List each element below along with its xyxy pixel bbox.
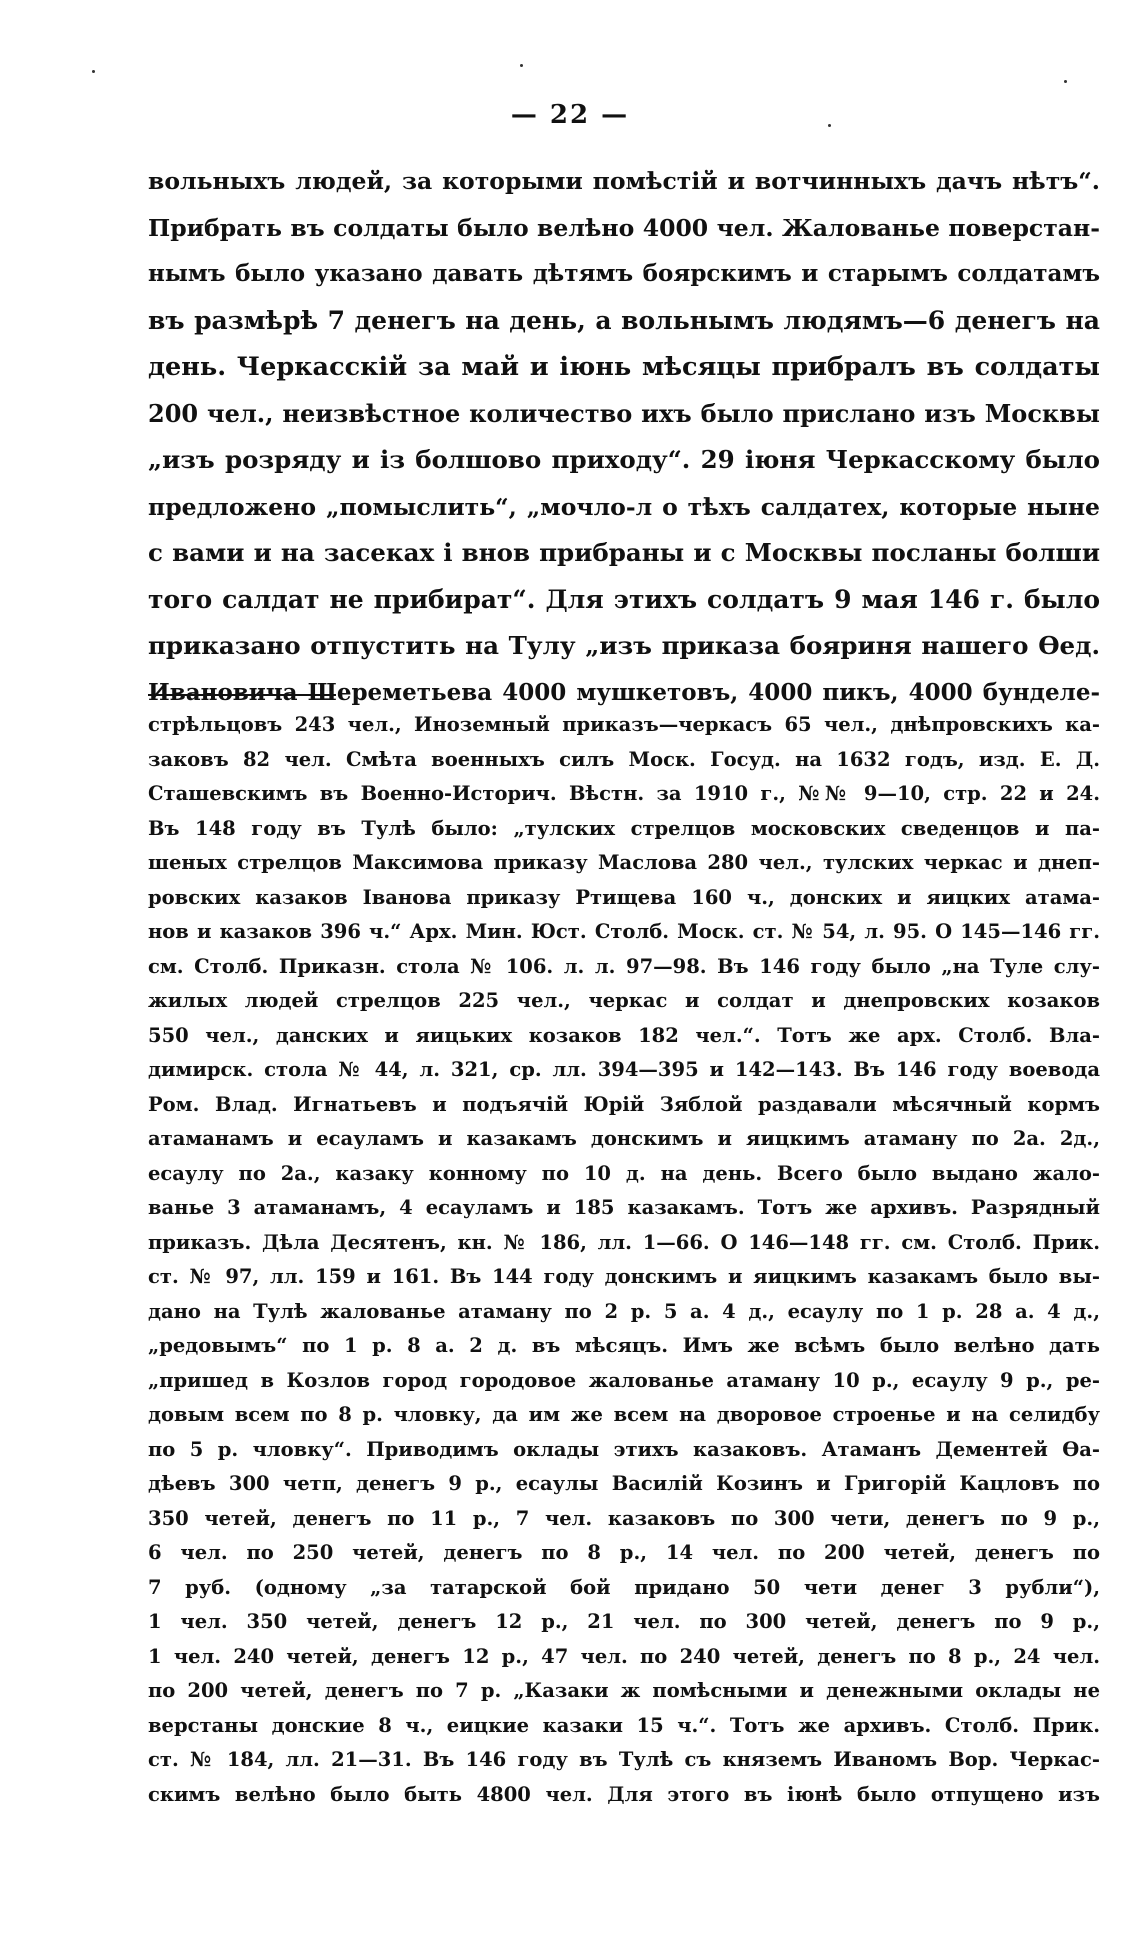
footnote-line: ровских казаков Іванова приказу Ртищева 160 ч., донских и яицких атама- [148, 885, 1100, 909]
footnote-line: атаманамъ и есауламъ и казакамъ донскимъ и яицкимъ атаману по 2а. 2д., [148, 1127, 1100, 1150]
footnote-line: шеных стрелцов Максимова приказу Маслова 280 чел., тулских черкас и днеп- [148, 851, 1100, 874]
main-text-line: с вами и на засеках і внов прибраны и с Москвы посланы болши [148, 538, 1100, 567]
footnote-line: Ром. Влад. Игнатьевъ и подъячій Юрій Зяблой раздавали мѣсячный кормъ [148, 1092, 1100, 1116]
footnote-line: по 200 четей, денегъ по 7 р. „Казаки ж помѣсными и денежными оклады не [148, 1679, 1100, 1702]
footnote-line: димирск. стола № 44, л. 321, ср. лл. 394—395 и 142—143. Въ 146 году воевода [148, 1058, 1100, 1081]
footnote-line: по 5 р. чловку“. Приводимъ оклады этихъ казаковъ. Атаманъ Дементей Ѳа- [148, 1437, 1100, 1461]
footnote-line: ст. № 184, лл. 21—31. Въ 146 году въ Тулѣ съ княземъ Иваномъ Вор. Черкас- [148, 1748, 1100, 1771]
footnote-line: дѣевъ 300 четп, денегъ 9 р., есаулы Василій Козинъ и Григорій Кацловъ по [148, 1472, 1100, 1495]
footnote-line: 7 руб. (одному „за татарской бой придано 50 чети денег 3 рубли“), [148, 1575, 1100, 1599]
scan-speck [520, 64, 523, 67]
footnote-line: дано на Тулѣ жалованье атаману по 2 р. 5 а. 4 д., есаулу по 1 р. 28 а. 4 д., [148, 1299, 1100, 1323]
main-text-line: Ивановича Шереметьева 4000 мушкетовъ, 4000 пикъ, 4000 бунделе- [148, 678, 1100, 706]
footnote-line: довым всем по 8 р. чловку, да им же всем на дворовое строенье и на селидбу [148, 1403, 1100, 1426]
footnote-line: ст. № 97, лл. 159 и 161. Въ 144 году донскимъ и яицкимъ казакамъ было вы- [148, 1265, 1100, 1288]
footnote-line: „редовымъ“ по 1 р. 8 а. 2 д. въ мѣсяцъ. Имъ же всѣмъ было велѣно дать [148, 1334, 1100, 1357]
footnote-line: нов и казаков 396 ч.“ Арх. Мин. Юст. Столб. Моск. ст. № 54, л. 95. О 145—146 гг. [148, 920, 1100, 943]
main-text-line: вольныхъ людей, за которыми помѣстій и вотчинныхъ дачъ нѣтъ“. [148, 167, 1100, 195]
footnote-line: 6 чел. по 250 четей, денегъ по 8 р., 14 чел. по 200 четей, денегъ по [148, 1541, 1100, 1564]
footnote-line: 1 чел. 350 четей, денегъ 12 р., 21 чел. по 300 четей, денегъ по 9 р., [148, 1610, 1100, 1633]
footnote-line: „пришед в Козлов город городовое жалованье атаману 10 р., есаулу 9 р., ре- [148, 1368, 1100, 1392]
footnote-line: приказъ. Дѣла Десятенъ, кн. № 186, лл. 1—66. О 146—148 гг. см. Столб. Прик. [148, 1230, 1100, 1254]
main-text-line: того салдат не прибират“. Для этихъ солдатъ 9 мая 146 г. было [148, 584, 1100, 614]
footnote-line: ванье 3 атаманамъ, 4 есауламъ и 185 казакамъ. Тотъ же архивъ. Разрядный [148, 1196, 1100, 1219]
footnote-line: см. Столб. Приказн. стола № 106. л. л. 97—98. Въ 146 году было „на Туле слу- [148, 954, 1100, 978]
footnote-line: скимъ велѣно было быть 4800 чел. Для этого въ іюнѣ было отпущено изъ [148, 1782, 1100, 1806]
footnote-line: есаулу по 2а., казаку конному по 10 д. на день. Всего было выдано жало- [148, 1161, 1100, 1185]
main-text-line: день. Черкасскій за май и іюнь мѣсяцы прибралъ въ солдаты [148, 352, 1100, 382]
main-text-line: „изъ розряду и із болшово приходу“. 29 іюня Черкасскому было [148, 445, 1100, 474]
main-text-line: въ размѣрѣ 7 денегъ на день, а вольнымъ людямъ—6 денегъ на [148, 305, 1100, 335]
main-text-line: предложено „помыслить“, „мочло-л о тѣхъ салдатех, которые ныне [148, 492, 1100, 521]
main-text-line: Прибрать въ солдаты было велѣно 4000 чел. Жалованье поверстан- [148, 213, 1100, 242]
main-text [148, 158, 1100, 716]
footnote-line: заковъ 82 чел. Смѣта военныхъ силъ Моск. Госуд. на 1632 годъ, изд. Е. Д. [148, 747, 1100, 771]
main-text-line: нымъ было указано давать дѣтямъ боярскимъ и старымъ солдатамъ [148, 260, 1100, 287]
footnote-separator [148, 694, 336, 696]
footnote-line: жилых людей стрелцов 225 чел., черкас и солдат и днепровских козаков [148, 989, 1100, 1012]
scan-speck [1064, 80, 1067, 83]
footnote-line: Въ 148 году въ Тулѣ было: „тулских стрелцов московских сведенцов и па- [148, 816, 1100, 840]
footnotes [148, 708, 1100, 1812]
footnote-line: верстаны донские 8 ч., еицкие казаки 15 ч.“. Тотъ же архивъ. Столб. Прик. [148, 1713, 1100, 1737]
page-number: — 22 — [510, 100, 630, 130]
main-text-line: 200 чел., неизвѣстное количество ихъ было прислано изъ Москвы [148, 398, 1100, 428]
footnote-line: 550 чел., данских и яицьких козаков 182 чел.“. Тотъ же арх. Столб. Вла- [148, 1023, 1100, 1047]
scan-speck [92, 70, 95, 73]
footnote-line: стрѣльцовъ 243 чел., Иноземный приказъ—черкасъ 65 чел., днѣпровскихъ ка- [148, 713, 1100, 736]
footnote-line: 350 четей, денегъ по 11 р., 7 чел. казаковъ по 300 чети, денегъ по 9 р., [148, 1506, 1100, 1530]
main-text-line: приказано отпустить на Тулу „изъ приказа бояриня нашего Ѳед. [148, 631, 1100, 660]
footnote-line: 1 чел. 240 четей, денегъ 12 р., 47 чел. по 240 четей, денегъ по 8 р., 24 чел. [148, 1644, 1100, 1668]
footnote-line: Сташевскимъ въ Военно-Историч. Вѣстн. за 1910 г., №№ 9—10, стр. 22 и 24. [148, 782, 1100, 805]
